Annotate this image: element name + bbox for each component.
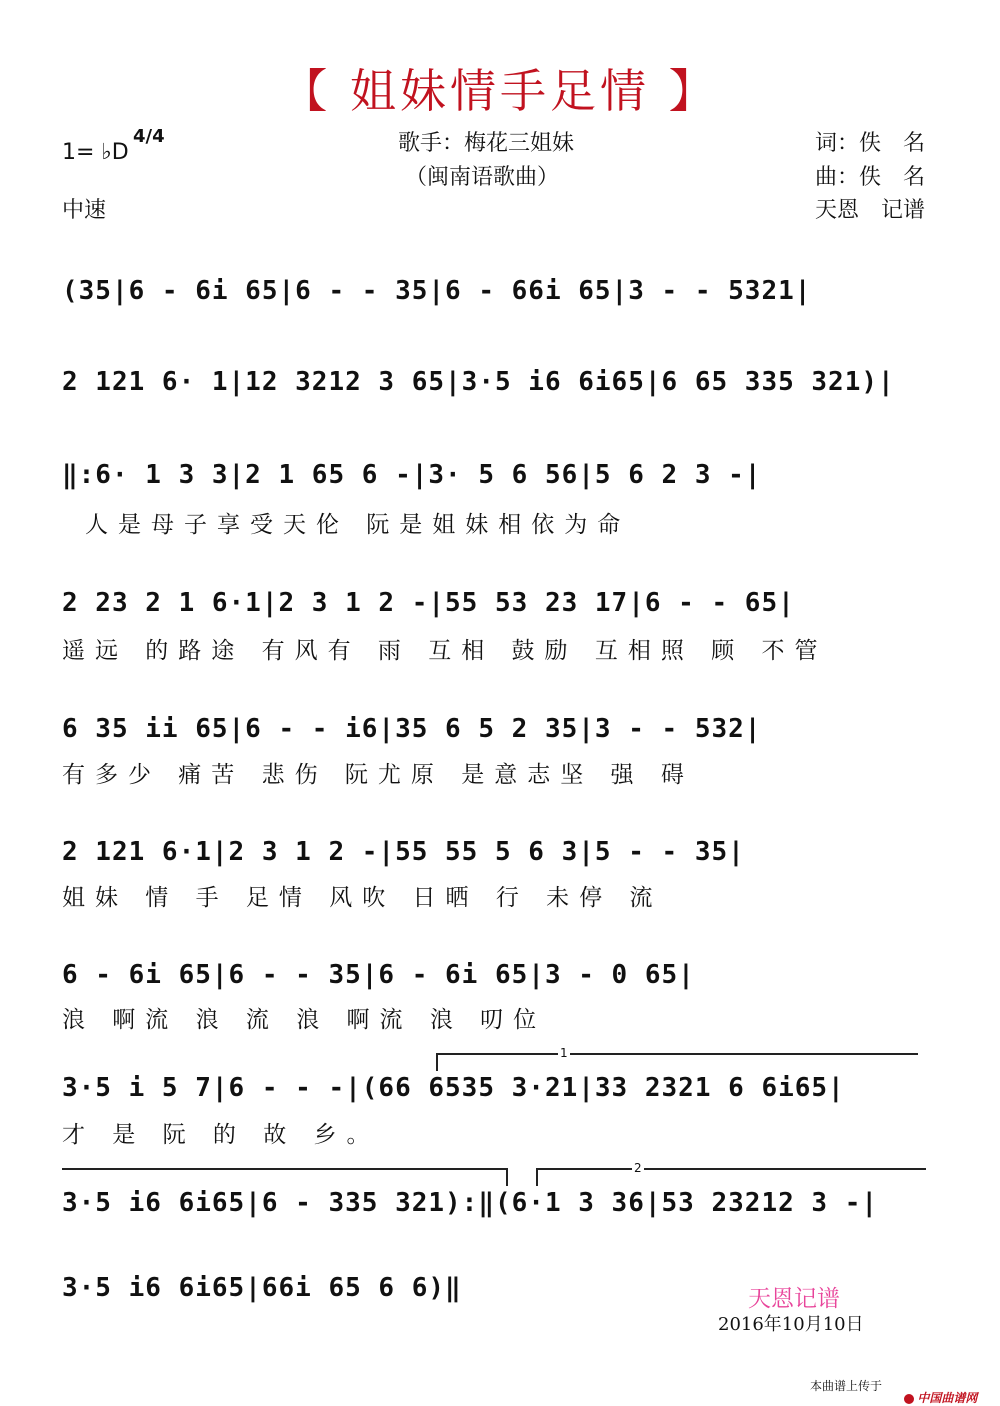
score-line-10: 3·5 i6 6i65|66i 65 6 6)‖ <box>62 1273 462 1303</box>
score-title: 【 姐妹情手足情 】 <box>281 64 719 118</box>
transcription-date: 2016年10月10日 <box>718 1314 864 1335</box>
score-line-7: 6 - 6i 65|6 - - 35|6 - 6i 65|3 - 0 65| <box>62 960 695 990</box>
score-line-1: (35|6 - 6i 65|6 - - 35|6 - 66i 65|3 - - 5321| <box>62 276 812 306</box>
lyric-line-5: 有多少 痛苦 悲伤 阮尤原 是意志坚 强 碍 <box>62 762 694 788</box>
key-signature: 1= ♭D <box>62 140 129 165</box>
score-line-9: 3·5 i6 6i65|6 - 335 321):‖(6·1 3 36|53 23212 3 -| <box>62 1188 879 1218</box>
score-line-4: 2 23 2 1 6·1|2 3 1 2 -|55 53 23 17|6 - - 65| <box>62 588 795 618</box>
genre-note: （闽南语歌曲） <box>405 165 560 190</box>
score-line-2: 2 121 6· 1|12 3212 3 65|3·5 i6 6i65|6 65 335 321)| <box>62 367 895 397</box>
transcriber-credit: 天恩 记谱 <box>815 198 926 223</box>
singer-credit: 歌手：梅花三姐妹 <box>398 131 575 156</box>
score-line-8: 3·5 i 5 7|6 - - -|(66 6535 3·21|33 2321 6 6i65| <box>62 1073 845 1103</box>
score-line-6: 2 121 6·1|2 3 1 2 -|55 55 5 6 3|5 - - 35| <box>62 837 745 867</box>
footer-upload-text: 本曲谱上传于 <box>810 1379 883 1393</box>
lyric-line-3: 人是母子享受天伦 阮是姐妹相依为命 <box>85 512 631 538</box>
volta-1-continuation <box>62 1168 506 1170</box>
transcriber-stamp: 天恩记谱 <box>748 1286 840 1312</box>
volta-1-number: 1 <box>560 1046 568 1060</box>
lyric-line-8: 才 是 阮 的 故 乡。 <box>62 1122 380 1148</box>
lyric-line-7: 浪 啊流 浪 流 浪 啊流 浪 叨位 <box>62 1007 547 1033</box>
score-line-3: ‖:6· 1 3 3|2 1 65 6 -|3· 5 6 56|5 6 2 3 -| <box>62 460 762 490</box>
lyric-line-4: 遥远 的路途 有风有 雨 互相 鼓励 互相照 顾 不管 <box>62 638 828 664</box>
volta-1-tick <box>436 1053 438 1071</box>
tempo-marking: 中速 <box>62 198 107 223</box>
site-logo-icon <box>904 1394 914 1404</box>
site-logo-text: 中国曲谱网 <box>917 1391 978 1405</box>
volta-1-end-tick <box>506 1168 508 1186</box>
time-signature: 4/4 <box>133 126 165 147</box>
volta-2-number: 2 <box>634 1161 642 1175</box>
site-logo[interactable] <box>896 1375 977 1406</box>
volta-2-tick <box>536 1168 538 1186</box>
lyricist-credit: 词：佚 名 <box>815 131 926 156</box>
composer-credit: 曲：佚 名 <box>815 165 926 190</box>
volta-1-bracket <box>436 1053 918 1055</box>
score-line-5: 6 35 ii 65|6 - - i6|35 6 5 2 35|3 - - 532| <box>62 714 762 744</box>
lyric-line-6: 姐妹 情 手 足情 风吹 日晒 行 未停 流 <box>62 885 663 911</box>
volta-2-bracket <box>536 1168 926 1170</box>
